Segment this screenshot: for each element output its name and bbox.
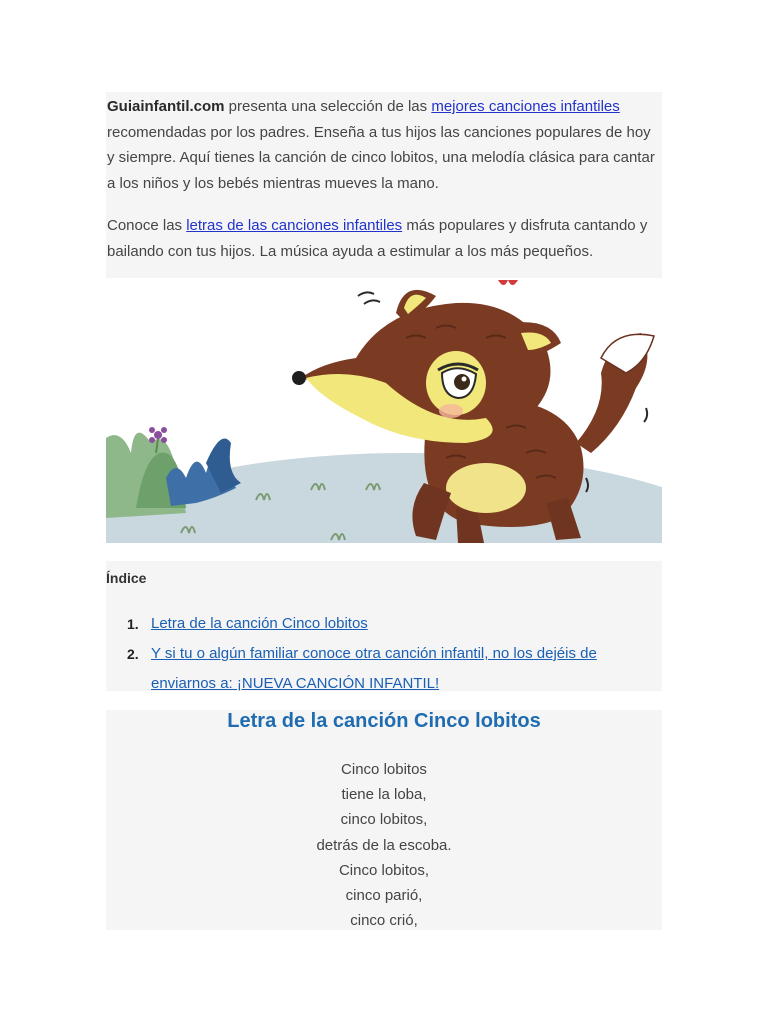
wolf-cub-illustration xyxy=(106,278,662,543)
toc-list xyxy=(106,609,646,699)
intro-text: más populares y disfruta cantando y bailando con tus hijos. La música ayuda a estimular a los más pequeños. xyxy=(107,217,648,260)
lyric-line: cinco crió, xyxy=(350,912,418,930)
toc-link-lyrics[interactable]: Letra de la canción Cinco lobitos xyxy=(151,615,368,632)
intro-text: presenta una selección de las xyxy=(224,98,432,115)
intro-paragraph xyxy=(107,94,659,196)
intro-text: Conoce las xyxy=(107,217,187,234)
intro-text: recomendadas por los padres. Enseña a tus hijos las canciones populares de hoy y siempre. Aquí tienes la canción de cinco lobitos, una melodía clásica para cantar a los niños y los bebés mientras mueves la mano. xyxy=(107,123,655,192)
lyric-line: tiene la loba, xyxy=(341,786,427,804)
toc-link-new-song[interactable]: Y si tu o algún familiar conoce otra canción infantil, no los dejéis de enviarnos a: ¡NUEVA CANCIÓN INFANTIL! xyxy=(151,645,597,692)
table-of-contents xyxy=(106,561,662,691)
toc-item xyxy=(106,609,646,639)
intro-section xyxy=(106,92,662,278)
toc-item xyxy=(106,639,646,699)
lyric-line: cinco parió, xyxy=(345,887,423,905)
song-lyrics-link[interactable]: letras de las canciones infantiles xyxy=(186,217,403,234)
lyric-line: detrás de la escoba. xyxy=(316,836,452,854)
lyrics-section xyxy=(106,710,662,930)
toc-item-number: 2. xyxy=(127,646,139,662)
toc-item-number: 1. xyxy=(127,616,139,632)
best-songs-link[interactable]: mejores canciones infantiles xyxy=(431,98,620,115)
brand-name: Guiainfantil.com xyxy=(107,98,225,115)
lyric-line: Cinco lobitos xyxy=(341,761,427,778)
lyric-line: Cinco lobitos, xyxy=(338,861,430,879)
lyrics-lines xyxy=(106,757,662,933)
intro-paragraph-2 xyxy=(107,213,659,264)
lyrics-heading: Letra de la canción Cinco lobitos xyxy=(227,710,541,732)
toc-title: Índice xyxy=(106,570,147,586)
lyric-line: cinco lobitos, xyxy=(340,811,428,829)
